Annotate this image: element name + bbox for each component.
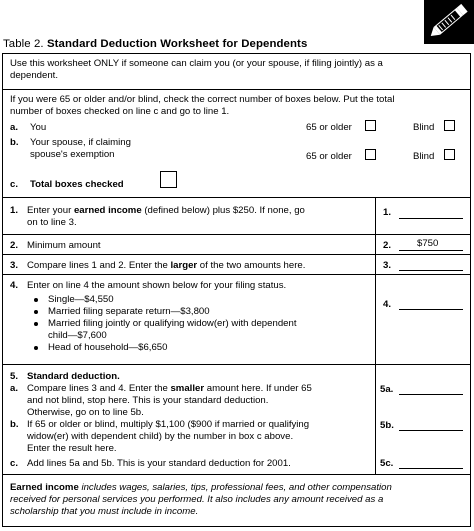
intro-row — [3, 54, 470, 89]
line-3-text — [27, 260, 305, 272]
line-5c-text: Add lines 5a and 5b. This is your standard deduction for 2001. — [27, 458, 291, 469]
line-5a-text-1a: Compare lines 3 and 4. Enter the — [27, 383, 171, 394]
divider — [375, 255, 376, 274]
line-1-text-c: (defined below) plus $250. If none, go — [141, 205, 305, 216]
line-5a-text-1c: amount here. If under 65 — [204, 383, 312, 394]
row-a-text: You — [30, 122, 47, 133]
line-5b-text-3: Enter the result here. — [27, 443, 117, 454]
filing-status-mfj: Married filing jointly or qualifying widow(er) with dependent — [48, 318, 297, 329]
line-1-answer[interactable] — [399, 207, 463, 219]
total-boxes-field[interactable] — [160, 171, 177, 188]
line-5-number: 5. — [10, 371, 19, 382]
spouse-blind-label: Blind — [413, 151, 435, 162]
spouse-age-label: 65 or older — [306, 151, 352, 162]
line-5a-text-1b: smaller — [170, 383, 205, 394]
intro-line2: dependent. — [10, 70, 59, 81]
boxes-instruction-2: number of boxes checked on line c and go to line 1. — [10, 106, 230, 117]
line-5a-answer[interactable] — [399, 382, 463, 395]
filing-status-hoh: Head of household—$6,650 — [48, 342, 168, 353]
divider — [375, 198, 376, 234]
line-1-text-2: on to line 3. — [27, 217, 77, 228]
worksheet-table — [2, 53, 471, 527]
line-3-text-b: larger — [170, 260, 198, 271]
line-2-row — [3, 234, 470, 254]
line-3-answer[interactable] — [399, 258, 463, 271]
line-1-text-a: Enter your — [27, 205, 74, 216]
line-5b-answer[interactable] — [399, 418, 463, 431]
filing-status-single: Single—$4,550 — [48, 294, 114, 305]
line-3-text-a: Compare lines 1 and 2. Enter the — [27, 260, 171, 271]
footnote-line-1 — [10, 482, 392, 494]
row-b-letter: b. — [10, 137, 19, 148]
row-c-text: Total boxes checked — [30, 179, 124, 190]
line-5a-ref: 5a. — [380, 384, 394, 395]
title-text: Standard Deduction Worksheet for Dependents — [46, 38, 308, 50]
line-3-number: 3. — [10, 260, 19, 271]
line-4-row — [3, 274, 470, 364]
pencil-icon — [424, 0, 474, 44]
row-b-text1: Your spouse, if claiming — [30, 137, 131, 148]
line-4-answer[interactable] — [399, 297, 463, 310]
you-65-checkbox[interactable] — [365, 120, 376, 131]
line-5c-answer[interactable] — [399, 456, 463, 469]
filing-status-mfj-cont: child—$7,600 — [48, 330, 107, 341]
line-1-number: 1. — [10, 205, 19, 216]
divider — [375, 235, 376, 254]
line-2-text: Minimum amount — [27, 240, 101, 251]
line-1-row — [3, 197, 470, 234]
line-2-number: 2. — [10, 240, 19, 251]
bullet — [34, 298, 38, 302]
line-5b-ref: 5b. — [380, 420, 394, 431]
line-5c-ref: 5c. — [380, 458, 394, 469]
line-4-text: Enter on line 4 the amount shown below for your filing status. — [27, 280, 287, 291]
line-5b-text-1: If 65 or older or blind, multiply $1,100 ($900 if married or qualifying — [27, 419, 310, 430]
intro-line1: Use this worksheet ONLY if someone can claim you (or your spouse, if filing jointly) as a — [10, 58, 383, 69]
line-1-ref: 1. — [383, 207, 392, 218]
line-4-number: 4. — [10, 280, 19, 291]
footnote-term: Earned income — [10, 482, 79, 493]
line-1-text — [27, 205, 305, 217]
line-5-row — [3, 364, 470, 474]
line-2-answer — [399, 238, 463, 251]
worksheet-title — [3, 38, 307, 52]
table-label: Table 2. — [3, 38, 44, 50]
line-5a-text-2: and not blind, stop here. This is your standard deduction. — [27, 395, 269, 406]
line-5a-text-1 — [27, 383, 312, 395]
line-3-ref: 3. — [383, 260, 392, 271]
you-age-label: 65 or older — [306, 122, 352, 133]
line-3-text-c: of the two amounts here. — [197, 260, 306, 271]
boxes-instruction-1: If you were 65 or older and/or blind, check the correct number of boxes below. Put the total — [10, 94, 395, 105]
line-5b-text-2: widow(er) with dependent child) by the number in box c above. — [27, 431, 294, 442]
line-5c-letter: c. — [10, 458, 19, 469]
line-5-title: Standard deduction. — [27, 371, 120, 382]
bullet — [34, 346, 38, 350]
footnote-row — [3, 474, 470, 525]
you-blind-checkbox[interactable] — [444, 120, 455, 131]
row-a-letter: a. — [10, 122, 19, 133]
footnote-text-1: includes wages, salaries, tips, professional fees, and other compensation — [78, 482, 392, 493]
line-1-text-b: earned income — [73, 205, 142, 216]
line-2-ref: 2. — [383, 240, 392, 251]
line-5b-letter: b. — [10, 419, 19, 430]
line-4-ref: 4. — [383, 299, 392, 310]
boxes-section — [3, 89, 470, 197]
line-3-row — [3, 254, 470, 274]
line-2-amount: $750 — [417, 238, 439, 249]
spouse-blind-checkbox[interactable] — [444, 149, 455, 160]
line-5a-letter: a. — [10, 383, 19, 394]
divider — [375, 365, 376, 474]
footnote-line-2: received for personal services you performed. It also includes any amount received as a — [10, 494, 384, 505]
you-blind-label: Blind — [413, 122, 435, 133]
line-5a-text-3: Otherwise, go on to line 5b. — [27, 407, 144, 418]
footnote-line-3: scholarship that you must include in income. — [10, 506, 199, 517]
divider — [375, 275, 376, 364]
row-c-letter: c. — [10, 179, 19, 190]
bullet — [34, 322, 38, 326]
filing-status-mfs: Married filing separate return—$3,800 — [48, 306, 210, 317]
row-b-text2: spouse's exemption — [30, 149, 115, 160]
spouse-65-checkbox[interactable] — [365, 149, 376, 160]
bullet — [34, 310, 38, 314]
